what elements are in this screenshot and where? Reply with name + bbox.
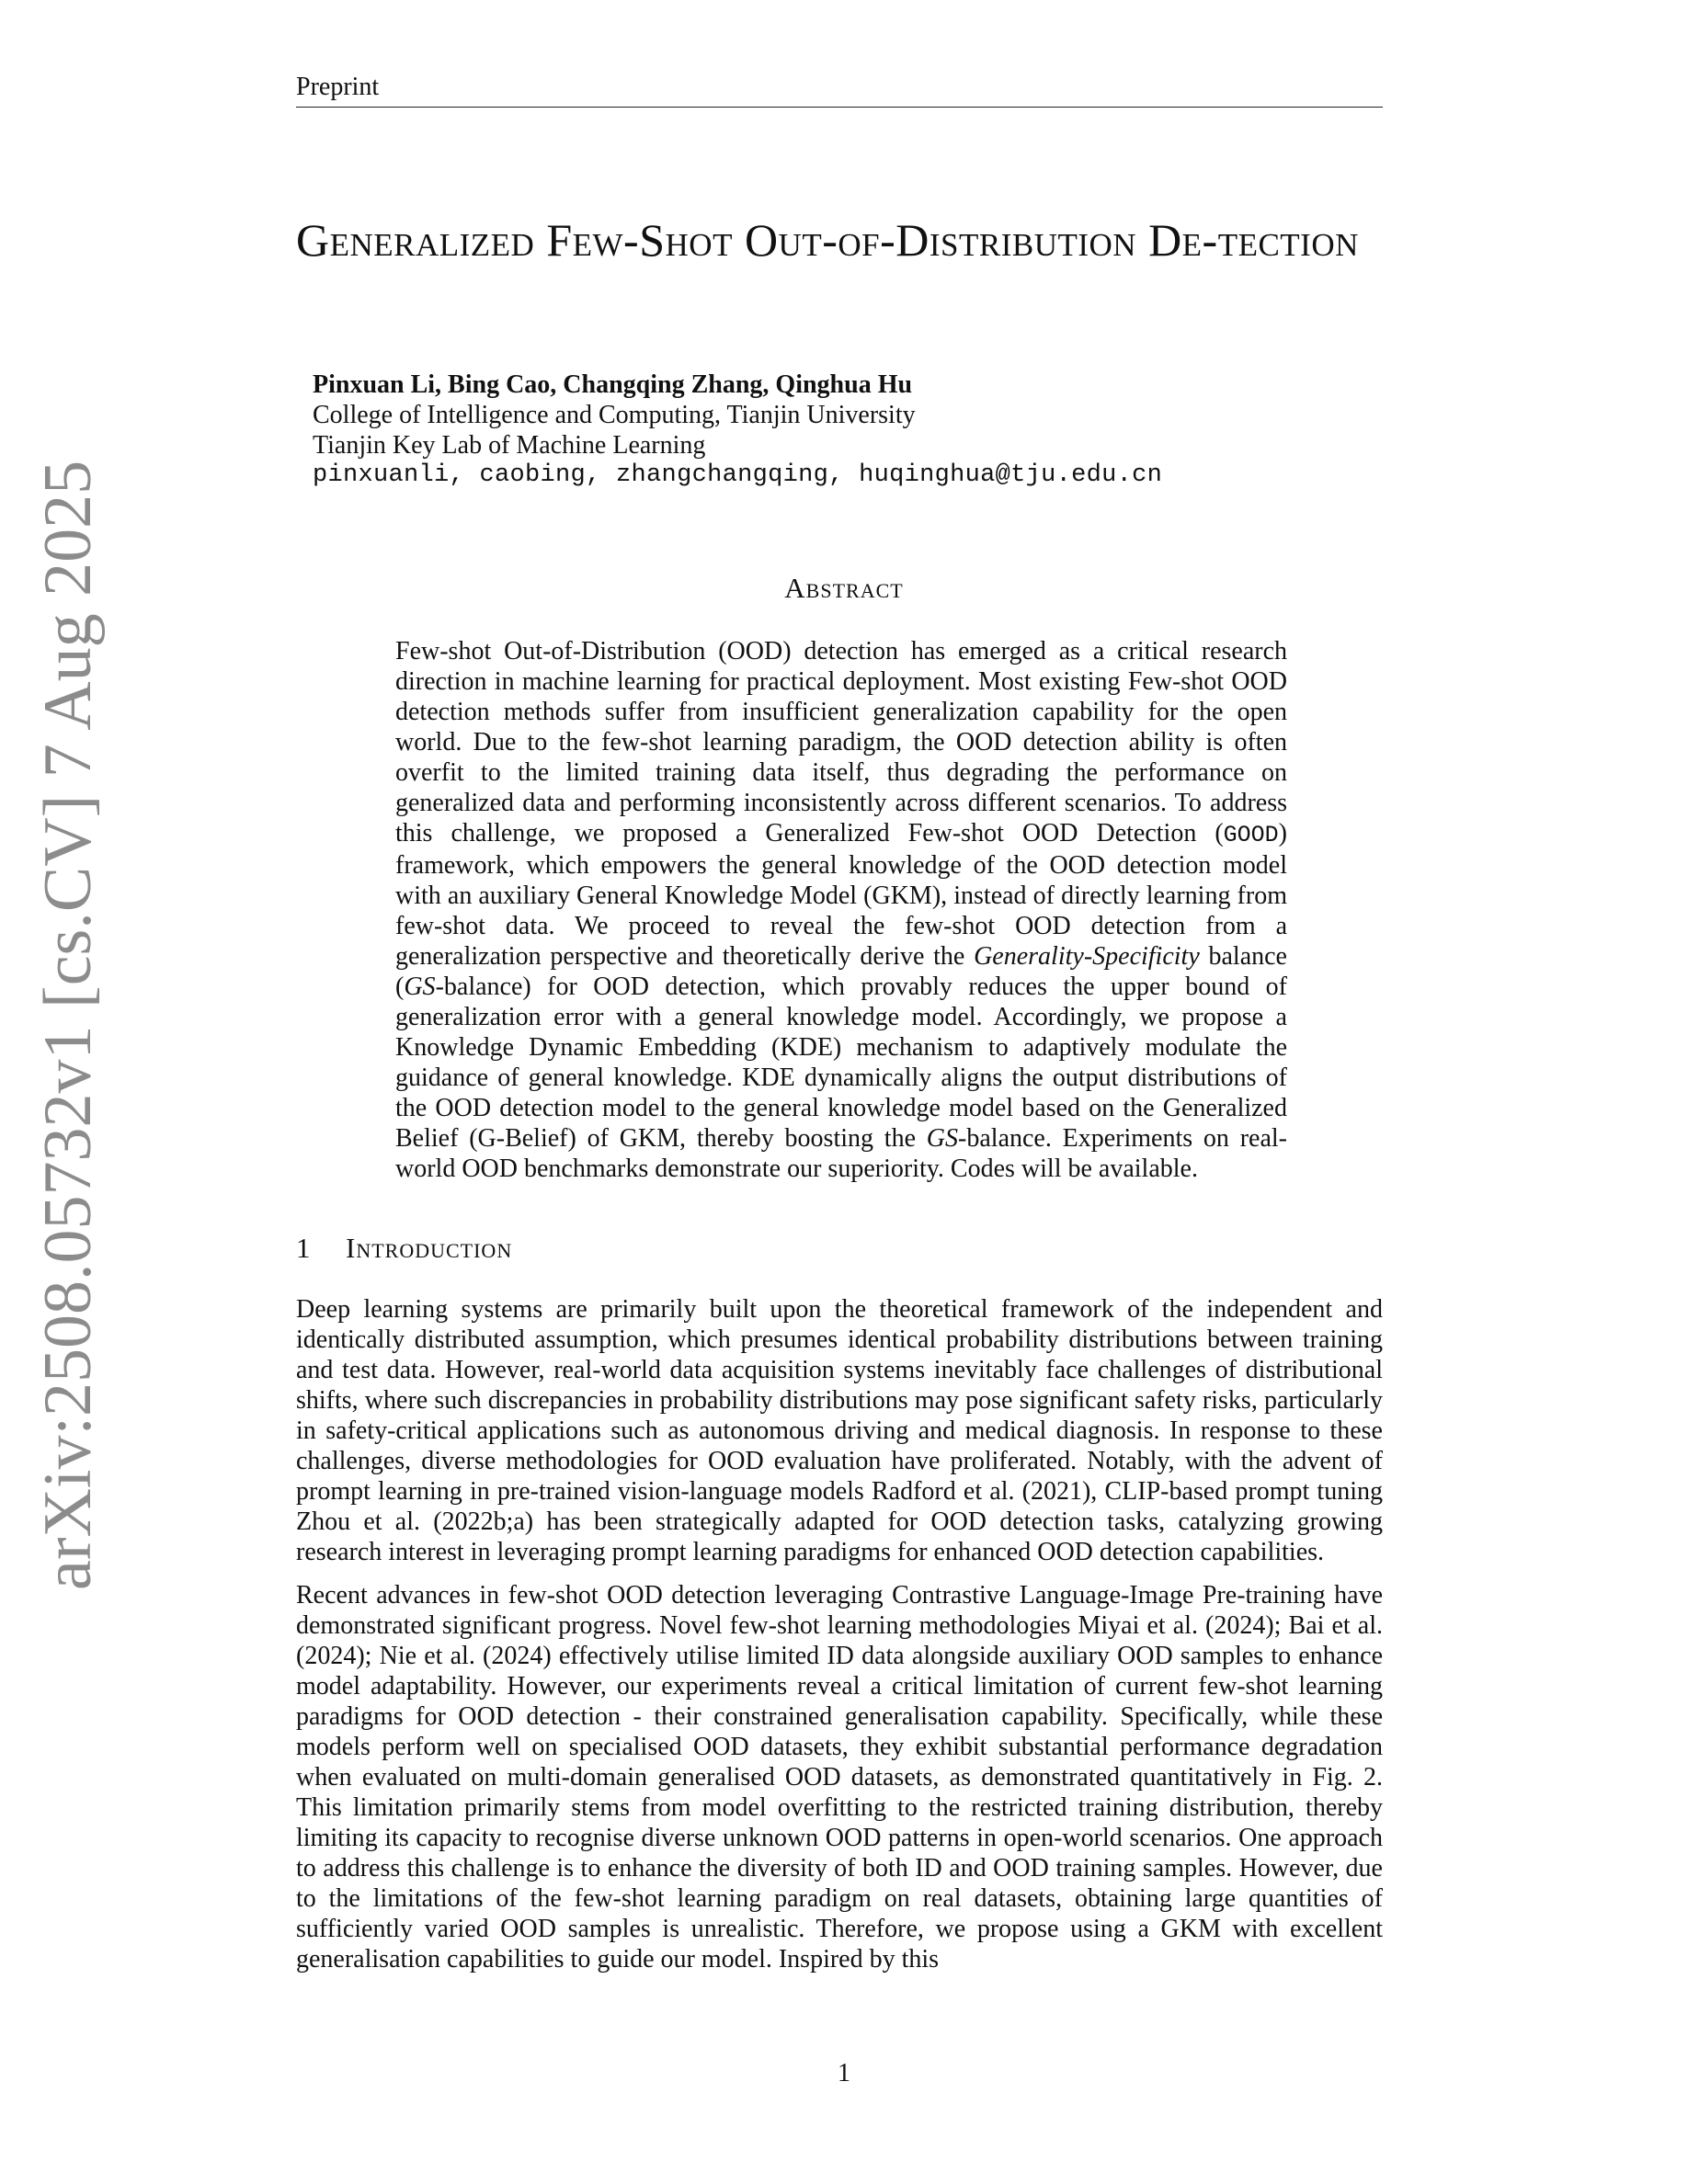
affiliation-1: College of Intelligence and Computing, Tianjin University bbox=[313, 401, 916, 429]
framework-name: GOOD bbox=[1223, 822, 1279, 848]
abstract-emphasis: GS bbox=[926, 1124, 959, 1153]
author-block bbox=[313, 370, 1324, 491]
page-number: 1 bbox=[838, 2059, 850, 2087]
abstract-segment: -balance. Experiments on real-world OOD benchmarks demonstrate our superiority. Codes will be available. bbox=[395, 1124, 1287, 1183]
abstract-heading: Abstract bbox=[784, 572, 904, 604]
paragraph: Recent advances in few-shot OOD detection leveraging Contrastive Language-Image Pre-training have demonstrated significant progress. Novel few-shot learning methodologies Miyai et al. (2024); Bai et al. (2024); Nie et al. (2024) effectively utilise limited ID data alongside auxiliary OOD samples to enhance model adaptability. However, our experiments reveal a critical limitation of current few-shot learning paradigms for OOD detection - their constrained generalisation capability. Specifically, while these models perform well on specialised OOD datasets, they exhibit substantial performance degradation when evaluated on multi-domain generalised OOD datasets, as demonstrated quantitatively in Fig. 2. This limitation primarily stems from model overfitting to the restricted training distribution, thereby limiting its capacity to recognise diverse unknown OOD patterns in open-world scenarios. One approach to address this challenge is to enhance the diversity of both ID and OOD training samples. However, due to the limitations of the few-shot learning paradigm on real datasets, obtaining large quantities of sufficiently varied OOD samples is unrealistic. Therefore, we propose using a GKM with excellent generalisation capabilities to guide our model. Inspired by this bbox=[296, 1581, 1383, 1974]
abstract-segment: -balance) for OOD detection, which provably reduces the upper bound of generalization error with a general knowledge model. Accordingly, we propose a Knowledge Dynamic Embedding (KDE) mechanism to adaptively modulate the guidance of general knowledge. KDE dynamically aligns the output distributions of the OOD detection model to the general knowledge model based on the Generalized Belief (G-Belief) of GKM, thereby boosting the bbox=[395, 973, 1287, 1153]
arxiv-identifier: arXiv:2508.05732v1 [cs.CV] 7 Aug 2025 bbox=[30, 460, 106, 1590]
abstract-emphasis: Generality-Specificity bbox=[974, 942, 1200, 971]
section-heading-introduction bbox=[296, 1232, 1215, 1265]
section-title: Introduction bbox=[346, 1232, 513, 1264]
author-emails: pinxuanli, caobing, zhangchangqing, huqinghua@tju.edu.cn bbox=[313, 461, 1163, 489]
abstract-segment: Few-shot Out-of-Distribution (OOD) detection has emerged as a critical research direction in machine learning for practical deployment. Most existing Few-shot OOD detection methods suffer from insufficient generalization capability for the open world. Due to the few-shot learning paradigm, the OOD detection ability is often overfit to the limited training data itself, thus degrading the performance on generalized data and performing inconsistently across different scenarios. To address this challenge, we proposed a Generalized Few-shot OOD Detection ( bbox=[395, 637, 1287, 847]
abstract-segment: balance ( bbox=[395, 942, 1287, 1001]
abstract-segment: ) framework, which empowers the general knowledge of the OOD detection model with an auxiliary General Knowledge Model (GKM), instead of directly learning from few-shot data. We proceed to reveal the few-shot OOD detection from a generalization perspective and theoretically derive the bbox=[395, 819, 1287, 971]
affiliation-2: Tianjin Key Lab of Machine Learning bbox=[313, 431, 706, 460]
author-names: Pinxuan Li, Bing Cao, Changqing Zhang, Qinghua Hu bbox=[313, 370, 913, 399]
abstract-text bbox=[395, 636, 1287, 1184]
running-header: Preprint bbox=[296, 72, 1383, 108]
section-number: 1 bbox=[296, 1232, 312, 1264]
abstract-emphasis: GS bbox=[404, 973, 436, 1001]
paper-title: Generalized Few-Shot Out-of-Distribution De-tection bbox=[296, 214, 1359, 266]
introduction-body bbox=[296, 1294, 1383, 1987]
paragraph: Deep learning systems are primarily built upon the theoretical framework of the independent and identically distributed assumption, which presumes identical probability distributions between training and test data. However, real-world data acquisition systems inevitably face challenges of distributional shifts, where such discrepancies in probability distributions may pose significant safety risks, particularly in safety-critical applications such as autonomous driving and medical diagnosis. In response to these challenges, diverse methodologies for OOD evaluation have proliferated. Notably, with the advent of prompt learning in pre-trained vision-language models Radford et al. (2021), CLIP-based prompt tuning Zhou et al. (2022b;a) has been strategically adapted for OOD detection tasks, catalyzing growing research interest in leveraging prompt learning paradigms for enhanced OOD detection capabilities. bbox=[296, 1295, 1383, 1566]
